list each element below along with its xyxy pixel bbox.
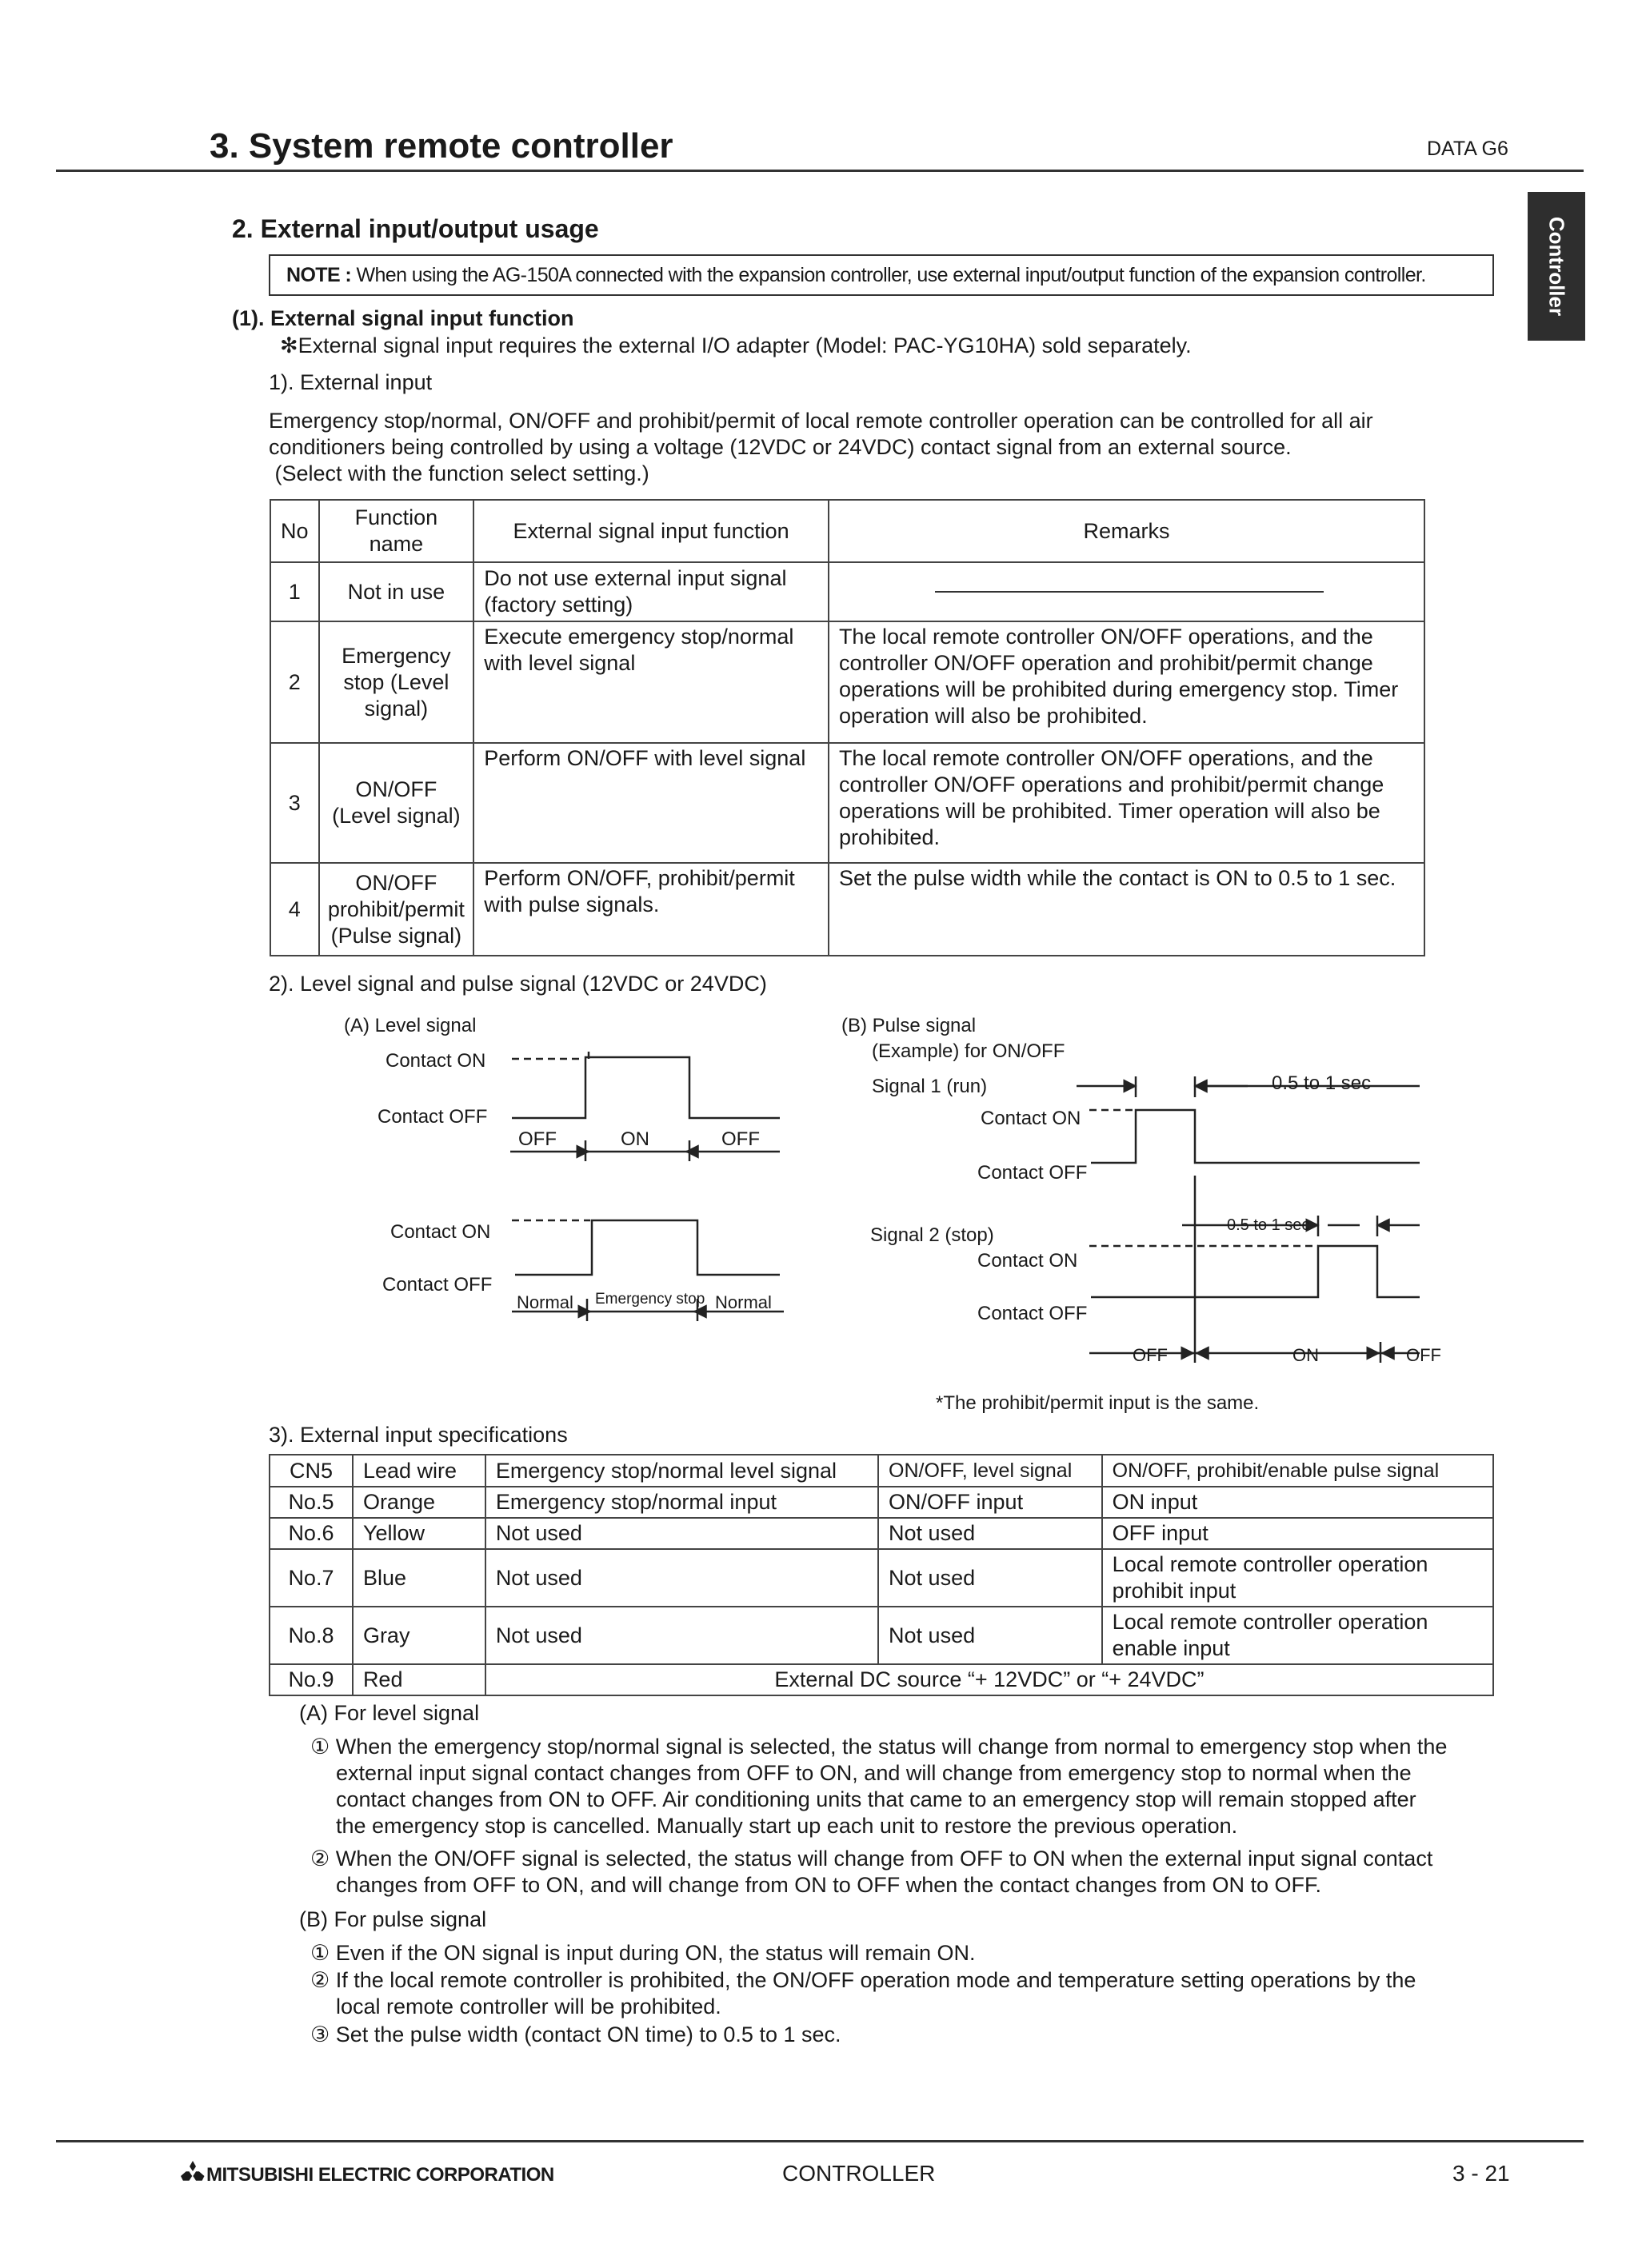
specs-cell: Not used [878, 1549, 1102, 1607]
specs-cell: Orange [353, 1487, 485, 1518]
pulse-1-contact-on: Contact ON [981, 1108, 1081, 1129]
level-a2-emergency-stop: Emergency stop [595, 1291, 705, 1308]
row-remarks: Set the pulse width while the contact is ON to 0.5 to 1 sec. [829, 863, 1424, 956]
header-no: No [270, 500, 319, 562]
row-function-name: Emergency stop (Level signal) [319, 621, 474, 743]
doc-code: DATA G6 [1427, 138, 1508, 160]
specs-cell: No.8 [270, 1607, 353, 1664]
intro-line-2: conditioners being controlled by using a voltage (12VDC or 24VDC) contact signal from an external source. [269, 435, 1292, 459]
level-note-1-line: contact changes from ON to OFF. Air conditioning units that came to an emergency stop will remain stopped after [336, 1787, 1416, 1811]
table-row [270, 1664, 1493, 1695]
pulse-2-waveform [1091, 1246, 1420, 1297]
pulse-note-2-line: local remote controller will be prohibited. [336, 1994, 721, 2018]
sub1-title: (1). External signal input function [232, 306, 574, 330]
specs-header-cn5: CN5 [270, 1455, 353, 1487]
adapter-note: ✻External signal input requires the external I/O adapter (Model: PAC-YG10HA) sold separately. [280, 333, 1192, 357]
intro-line-3: (Select with the function select setting.) [269, 461, 649, 485]
row-external-signal: Do not use external input signal (factory setting) [473, 562, 829, 621]
level-a1-contact-on: Contact ON [386, 1050, 486, 1072]
level-notes-heading: (A) For level signal [299, 1701, 480, 1725]
level-note-2-line: ② When the ON/OFF signal is selected, the status will change from OFF to ON when the external input signal contact [310, 1847, 1433, 1871]
level-a2-waveform [515, 1220, 780, 1275]
table-row [270, 1518, 1493, 1549]
footer-rule [56, 2140, 1584, 2142]
specs-table [269, 1454, 1494, 1696]
row-external-signal: Execute emergency stop/normal with level signal [473, 621, 829, 743]
specs-cell: No.7 [270, 1549, 353, 1607]
pulse-bottom-on: ON [1292, 1345, 1319, 1365]
specs-cell: No.6 [270, 1518, 353, 1549]
table-row [270, 1487, 1493, 1518]
note-label: NOTE : [286, 264, 352, 286]
pulse-width-2: 0.5 to 1 sec [1227, 1216, 1310, 1234]
pulse-note-3: ③ Set the pulse width (contact ON time) to 0.5 to 1 sec. [310, 2022, 841, 2046]
row-function-name: ON/OFF (Level signal) [319, 743, 474, 863]
level-note-1 [310, 1734, 1447, 1839]
pulse-notes-heading: (B) For pulse signal [299, 1907, 487, 1931]
level-a2-contact-on: Contact ON [390, 1221, 491, 1243]
level-a2-normal-2: Normal [715, 1292, 772, 1312]
footer-center: CONTROLLER [782, 2161, 936, 2186]
specs-cell: Not used [485, 1518, 878, 1549]
specs-header-lead-wire: Lead wire [353, 1455, 485, 1487]
row-function-name: Not in use [319, 562, 474, 621]
specs-cell: Yellow [353, 1518, 485, 1549]
level-title: (A) Level signal [344, 1015, 477, 1036]
level-note-2-line: changes from OFF to ON, and will change from ON to OFF when the contact changes from ON to OFF. [336, 1873, 1321, 1897]
specs-cell: Blue [353, 1549, 485, 1607]
level-a1-contact-off: Contact OFF [378, 1106, 488, 1128]
footer-page-number: 3 - 21 [1452, 2161, 1510, 2186]
pulse-note-2 [310, 1967, 1416, 2020]
pulse-2-contact-off: Contact OFF [977, 1303, 1088, 1324]
page-title: 3. System remote controller [210, 126, 673, 166]
level-a1-on: ON [621, 1128, 649, 1150]
row-remarks: The local remote controller ON/OFF operations, and the controller ON/OFF operation and prohibit/permit change operations will be prohibited during emergency stop. Timer operation will also be prohibited. [829, 621, 1424, 743]
row-no: 4 [270, 863, 319, 956]
table-row [270, 1607, 1493, 1664]
pulse-note-2-line: ② If the local remote controller is prohibited, the ON/OFF operation mode and temperature setting operations by the [310, 1968, 1416, 1992]
specs-cell: Emergency stop/normal input [485, 1487, 878, 1518]
header-function-name: Function name [319, 500, 474, 562]
specs-cell: Not used [878, 1607, 1102, 1664]
row-function-name: ON/OFF prohibit/permit (Pulse signal) [319, 863, 474, 956]
section-title: 2. External input/output usage [232, 214, 599, 243]
level-a1-off-1: OFF [518, 1128, 557, 1150]
level-a2-normal-1: Normal [517, 1292, 573, 1312]
pulse-signal-1: Signal 1 (run) [872, 1076, 988, 1097]
row-remarks: The local remote controller ON/OFF operations, and the controller ON/OFF operations and prohibit/permit change operations will be prohibited. Timer operation will also be prohibited. [829, 743, 1424, 863]
specs-header-emergency: Emergency stop/normal level signal [485, 1455, 878, 1487]
intro-line-1: Emergency stop/normal, ON/OFF and prohibit/permit of local remote controller operation can be controlled for all air [269, 409, 1373, 433]
level-note-1-line: the emergency stop is cancelled. Manually start up each unit to restore the previous operation. [336, 1814, 1238, 1838]
row-no: 3 [270, 743, 319, 863]
header-external-signal: External signal input function [473, 500, 829, 562]
pulse-2-contact-on: Contact ON [977, 1250, 1078, 1272]
pulse-signal-2: Signal 2 (stop) [870, 1224, 994, 1246]
diagram-heading: 2). Level signal and pulse signal (12VDC or 24VDC) [269, 972, 767, 996]
level-note-2 [310, 1846, 1432, 1899]
specs-heading: 3). External input specifications [269, 1423, 568, 1447]
table-row [270, 1549, 1493, 1607]
header-remarks: Remarks [829, 500, 1424, 562]
specs-cell: Red [353, 1664, 485, 1695]
specs-cell: Local remote controller operation enable input [1102, 1607, 1493, 1664]
specs-cell: Not used [485, 1549, 878, 1607]
level-a1-on-guide [512, 1049, 589, 1059]
pulse-example: (Example) for ON/OFF [872, 1040, 1065, 1062]
specs-dc-source: External DC source “+ 12VDC” or “+ 24VDC” [485, 1664, 1493, 1695]
level-a1-off-2: OFF [721, 1128, 760, 1150]
specs-header-onoff-level: ON/OFF, level signal [878, 1455, 1102, 1487]
specs-cell: No.9 [270, 1664, 353, 1695]
external-input-heading: 1). External input [269, 370, 433, 394]
pulse-footnote: *The prohibit/permit input is the same. [936, 1392, 1260, 1414]
level-note-1-line: ① When the emergency stop/normal signal is selected, the status will change from normal to emergency stop when the [310, 1735, 1448, 1759]
row-external-signal: Perform ON/OFF with level signal [473, 743, 829, 863]
pulse-1-waveform [1091, 1110, 1420, 1163]
pulse-1-contact-off: Contact OFF [977, 1162, 1088, 1184]
side-tab-label: Controller [1544, 216, 1569, 317]
pulse-bottom-off-2: OFF [1406, 1345, 1441, 1365]
specs-cell: ON input [1102, 1487, 1493, 1518]
specs-cell: Not used [878, 1518, 1102, 1549]
row-no: 2 [270, 621, 319, 743]
mitsubishi-logo-icon [181, 2161, 205, 2182]
note-text: When using the AG-150A connected with the expansion controller, use external input/output function of the expansion controller. [351, 264, 1426, 286]
specs-cell: No.5 [270, 1487, 353, 1518]
pulse-note-1: ① Even if the ON signal is input during ON, the status will remain ON. [310, 1941, 976, 1965]
level-a1-waveform [512, 1057, 780, 1118]
specs-cell: Not used [485, 1607, 878, 1664]
specs-cell: ON/OFF input [878, 1487, 1102, 1518]
row-no: 1 [270, 562, 319, 621]
level-note-1-line: external input signal contact changes from OFF to ON, and will change from emergency stop to normal when the [336, 1761, 1412, 1785]
pulse-title: (B) Pulse signal [841, 1015, 977, 1036]
pulse-width-1: 0.5 to 1 sec [1272, 1072, 1372, 1094]
specs-header-pulse: ON/OFF, prohibit/enable pulse signal [1102, 1455, 1493, 1487]
level-a2-contact-off: Contact OFF [382, 1274, 493, 1296]
pulse-bottom-off-1: OFF [1133, 1345, 1168, 1365]
specs-cell: Gray [353, 1607, 485, 1664]
row-external-signal: Perform ON/OFF, prohibit/permit with pulse signals. [473, 863, 829, 956]
footer-company: MITSUBISHI ELECTRIC CORPORATION [206, 2164, 554, 2186]
specs-cell: Local remote controller operation prohibit input [1102, 1549, 1493, 1607]
specs-cell: OFF input [1102, 1518, 1493, 1549]
